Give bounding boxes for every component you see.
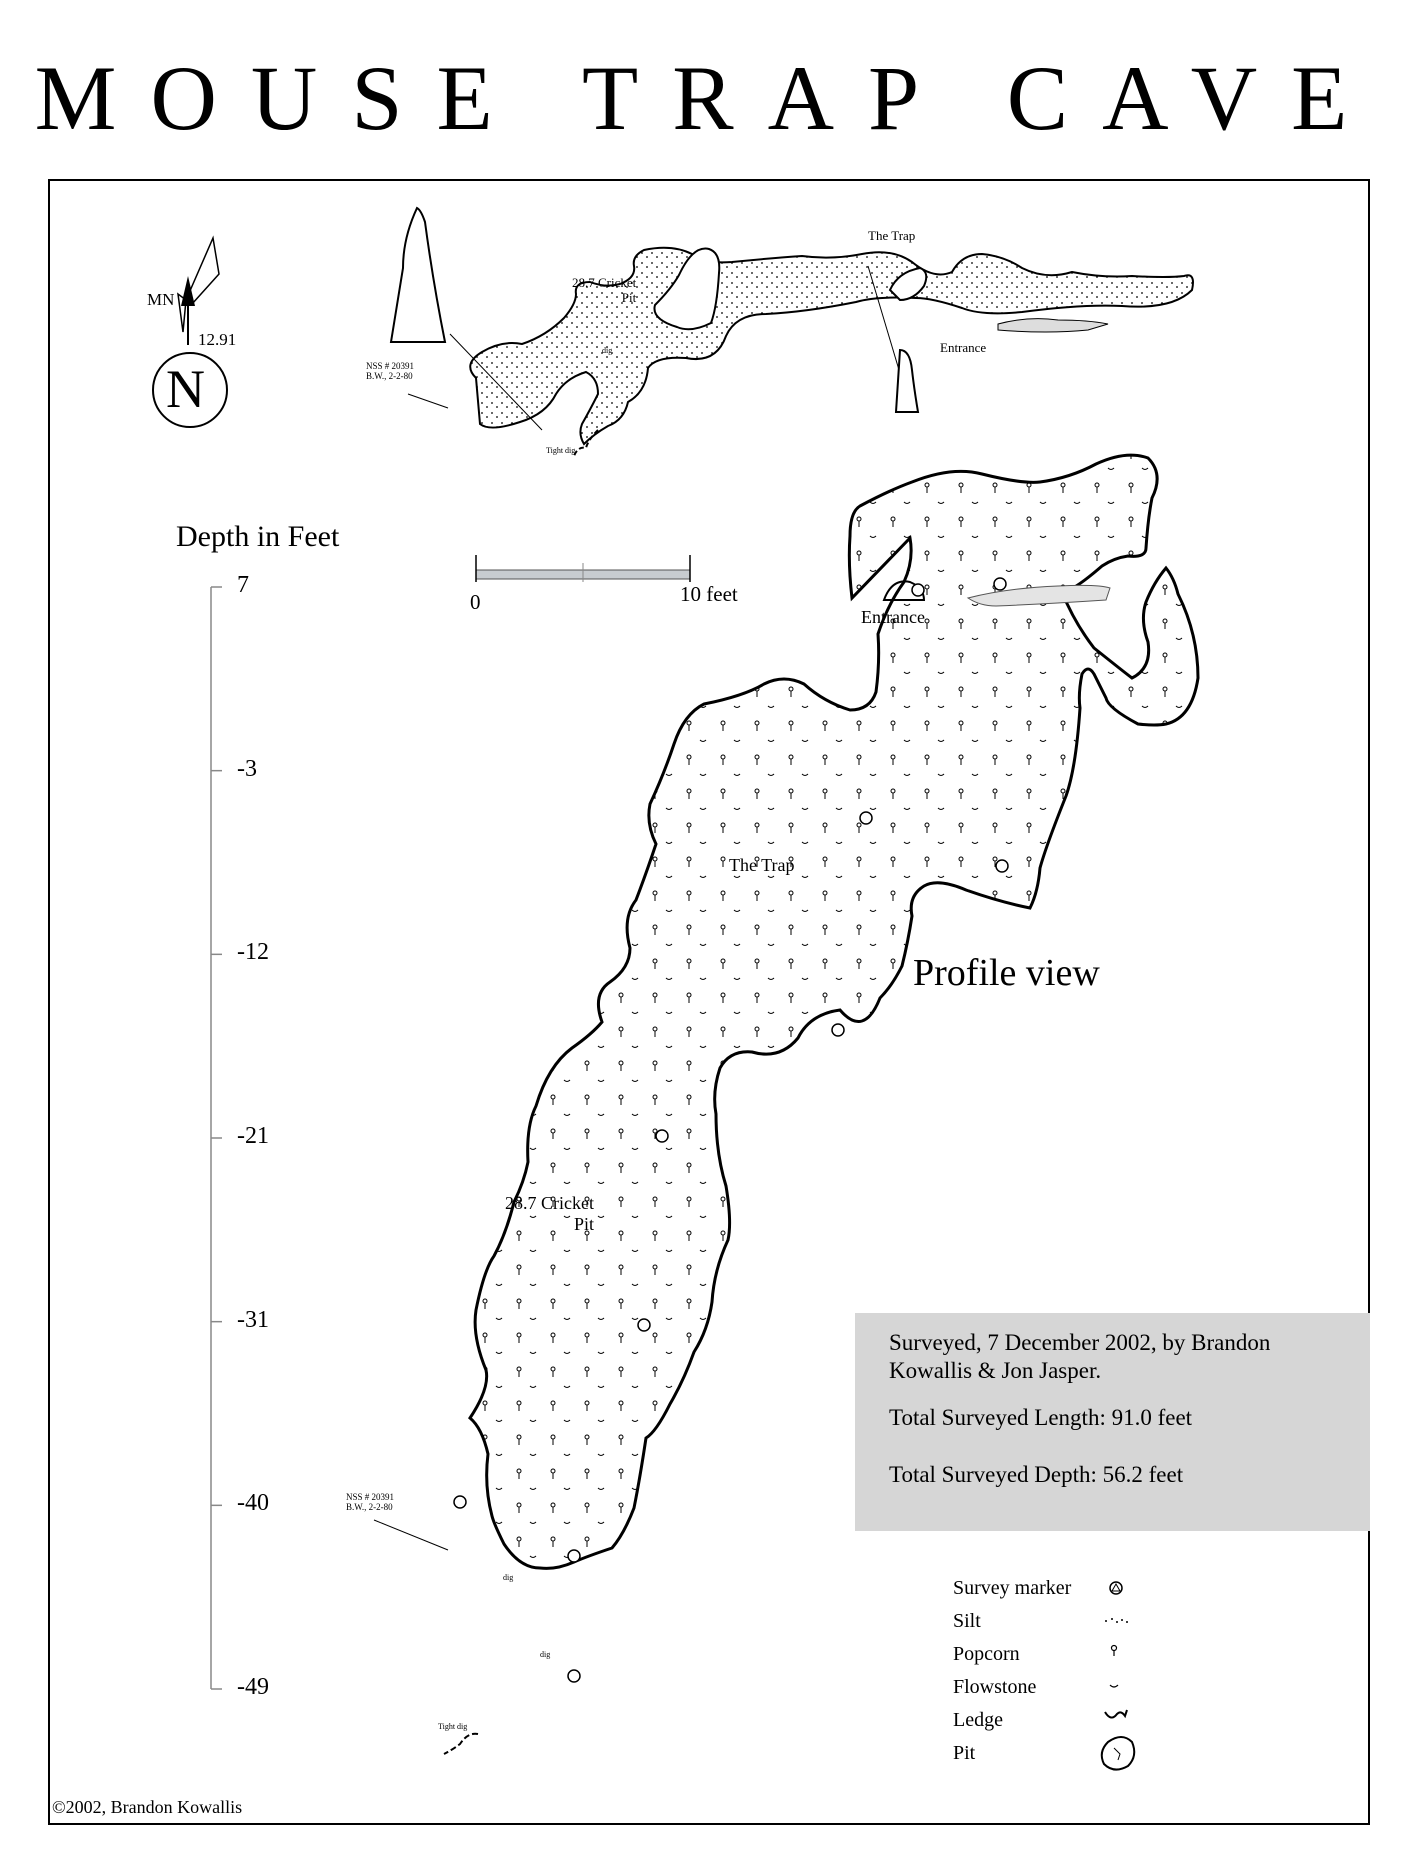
map-title: MOUSE TRAP CAVE [34,47,1382,149]
legend-icons [1102,1582,1135,1770]
legend-silt: Silt [953,1610,981,1632]
ledge-icon [1105,1710,1127,1718]
profile-entrance-label: Entrance [861,607,925,627]
profile-nss-label: NSS # 20391 B.W., 2-2-80 [346,1492,395,1513]
depth-tick-label: -31 [237,1306,269,1333]
magnetic-north-label: MN [147,290,175,309]
plan-entrance-label: Entrance [940,340,987,355]
profile-dig-label-lower: dig [540,1650,551,1659]
profile-view-title: Profile view [913,952,1100,994]
depth-ticks [211,587,222,1689]
profile-tight-dig-label: Tight dig [438,1722,468,1731]
copyright: ©2002, Brandon Kowallis [52,1797,243,1817]
legend-flowstone: Flowstone [953,1676,1037,1698]
flowstone-icon [1110,1685,1118,1687]
depth-tick-label: -49 [237,1674,269,1700]
popcorn-icon [1112,1646,1117,1657]
declination-label: 12.91 [198,330,237,349]
plan-nss-label: NSS # 20391 B.W., 2-2-80 [366,361,415,382]
profile-dig-label-upper: dig [503,1573,514,1582]
profile-cricket-pit-label: 28.7 Cricket Pit [505,1193,594,1234]
survey-marker-icon [1110,1582,1122,1594]
survey-info-box [855,1313,1370,1531]
scale-bar [476,555,690,582]
survey-total-length: Total Surveyed Length: 91.0 feet [889,1405,1193,1430]
legend-survey-marker: Survey marker [953,1577,1072,1599]
north-letter: N [166,359,205,419]
plan-the-trap-label: The Trap [868,228,916,243]
depth-tick-label: 7 [237,572,249,598]
plan-cricket-pit-label: 28.7 Cricket Pit [572,275,637,305]
legend-popcorn: Popcorn [953,1643,1020,1665]
profile-view-drawing [374,455,1198,1754]
scale-bar-end: 10 feet [680,582,738,606]
silt-icon [1105,1618,1128,1623]
depth-scale-title: Depth in Feet [176,520,340,553]
plan-view-drawing [391,208,1193,456]
plan-dig-label: dig [602,346,613,355]
survey-total-depth: Total Surveyed Depth: 56.2 feet [889,1462,1184,1487]
pit-icon [1102,1737,1135,1770]
legend-ledge: Ledge [953,1709,1003,1731]
legend-pit: Pit [953,1742,976,1764]
survey-credit: Surveyed, 7 December 2002, by Brandon Kowallis & Jon Jasper. [889,1330,1271,1383]
depth-tick-label: -40 [237,1490,269,1517]
profile-the-trap-label: The Trap [729,855,795,875]
scale-bar-start: 0 [470,590,481,614]
plan-tight-dig-label: Tight dig [546,446,576,455]
depth-tick-label: -21 [237,1123,269,1149]
depth-tick-label: -3 [237,755,257,782]
depth-tick-label: -12 [237,939,269,966]
